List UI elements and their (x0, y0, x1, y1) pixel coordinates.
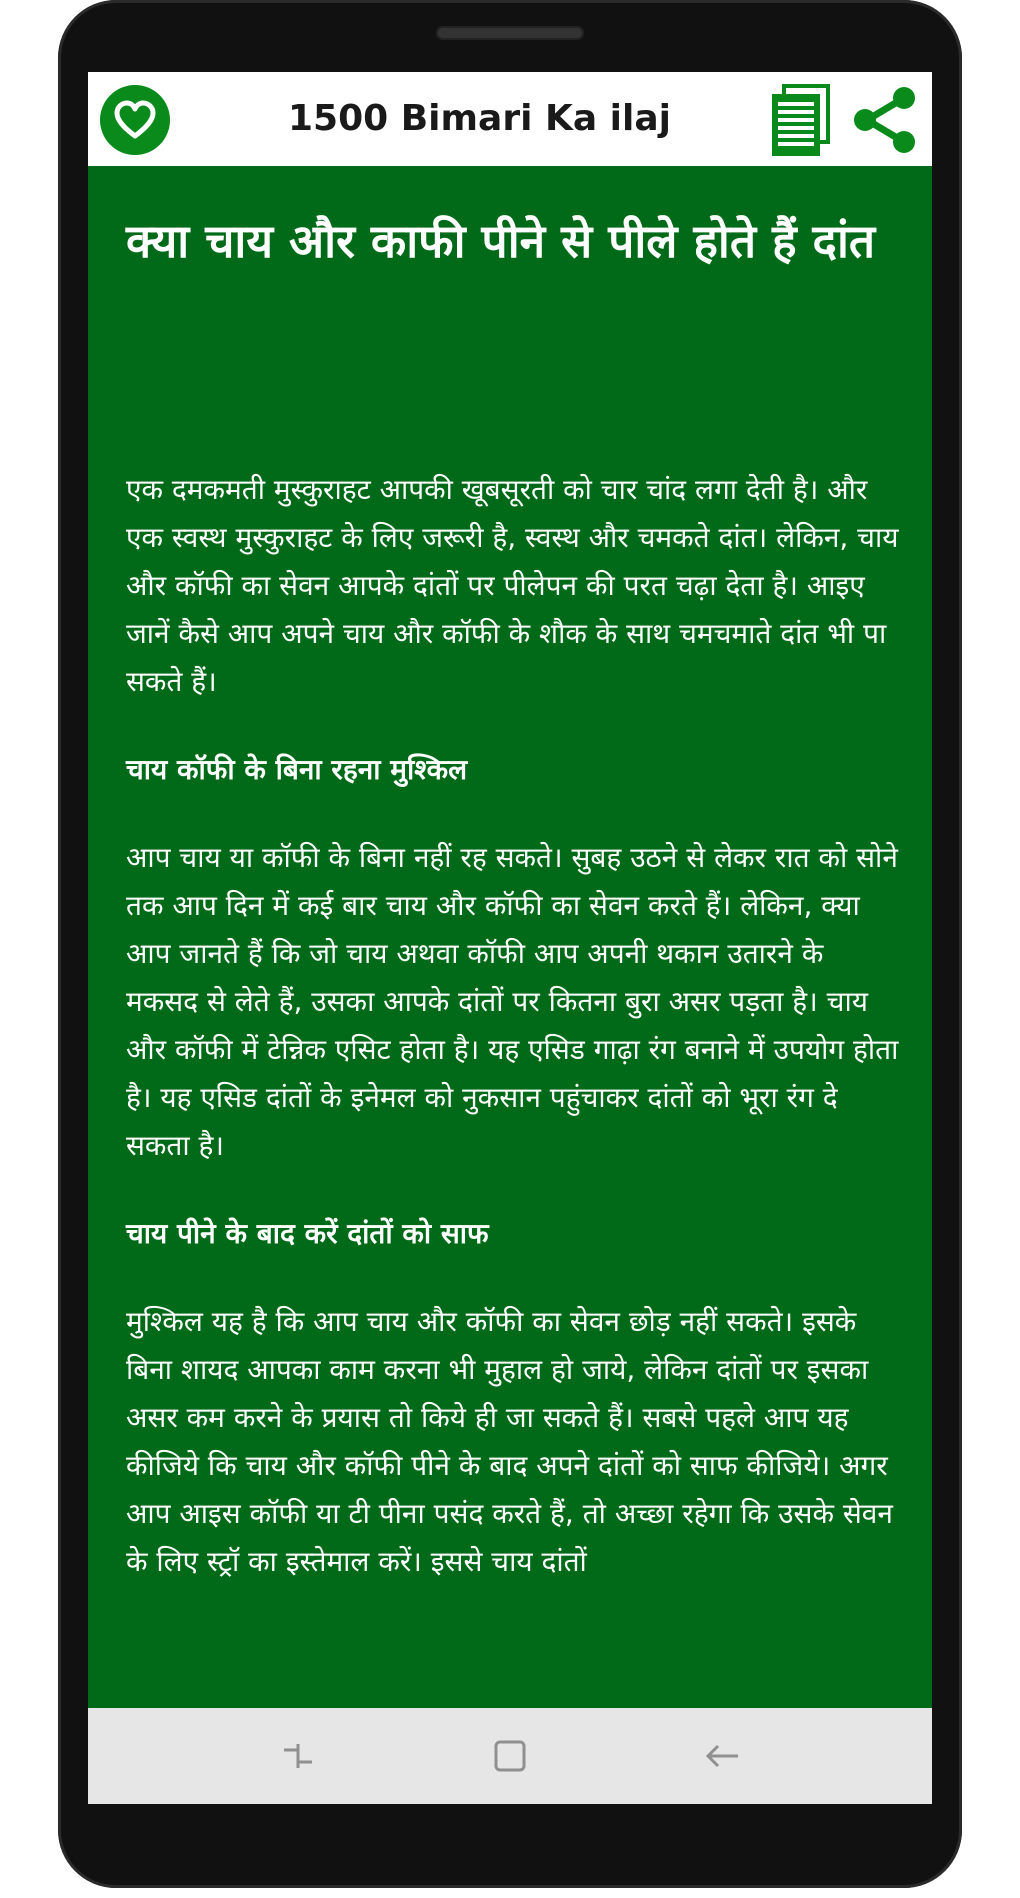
heart-icon (113, 100, 157, 140)
system-navigation-bar (88, 1708, 932, 1804)
recent-apps-button[interactable] (268, 1732, 328, 1780)
share-icon (850, 84, 920, 156)
section-heading: चाय कॉफी के बिना रहना मुश्किल (126, 753, 468, 786)
favorite-button[interactable] (100, 85, 170, 155)
article-body (126, 466, 904, 1626)
back-arrow-icon (702, 1740, 742, 1772)
back-button[interactable] (692, 1732, 752, 1780)
phone-speaker (436, 26, 584, 40)
article-list-button[interactable] (768, 82, 834, 158)
recent-apps-icon (278, 1740, 318, 1772)
home-button[interactable] (480, 1732, 540, 1780)
phone-frame (58, 0, 962, 1888)
section-paragraph: आप चाय या कॉफी के बिना नहीं रह सकते। सुबह उठने से लेकर रात को सोने तक आप दिन में कई बार चाय और कॉफी का सेवन करते हैं। लेकिन, क्या आप जानते हैं कि जो चाय अथवा कॉफी आप अपनी थकान उतारने के मकसद से लेते हैं, उसका आपके दांतों पर कितना बुरा असर पड़ता है। चाय और कॉफी में टेन्निक एसिट होता है। यह एसिड गाढ़ा रंग बनाने में उपयोग होता है। यह एसिड दांतों के इनेमल को नुकसान पहुंचाकर दांतों को भूरा रंग दे सकता है। (126, 841, 899, 1162)
home-icon (492, 1738, 528, 1774)
article-title: क्या चाय और काफी पीने से पीले होते हैं दांत (126, 214, 876, 268)
article-intro-paragraph: एक दमकमती मुस्कुराहट आपकी खूबसूरती को चार चांद लगा देती है। और एक स्वस्थ मुस्कुराहट के लिए जरूरी है, स्वस्थ और चमकते दांत। लेकिन, चाय और कॉफी का सेवन आपके दांतों पर पीलेपन की परत चढ़ा देता है। आइए जानें कैसे आप अपने चाय और कॉफी के शौक के साथ चमचमाते दांत भी पा सकते हैं। (126, 473, 899, 698)
app-toolbar (88, 72, 932, 166)
section-paragraph: मुश्किल यह है कि आप चाय और कॉफी का सेवन छोड़ नहीं सकते। इसके बिना शायद आपका काम करना भी मुहाल हो जाये, लेकिन दांतों पर इसका असर कम करने के प्रयास तो किये ही जा सकते हैं। सबसे पहले आप यह कीजिये कि चाय और कॉफी पीने के बाद अपने दांतों को साफ कीजिये। अगर आप आइस कॉफी या टी पीना पसंद करते हैं, तो अच्छा रहेगा कि उसके सेवन के लिए स्ट्रॉ का इस्तेमाल करें। इससे चाय दांतों (126, 1305, 893, 1578)
app-title: 1500 Bimari Ka ilaj (288, 98, 671, 139)
article-content[interactable] (88, 166, 932, 1696)
app-screen (88, 72, 932, 1804)
share-button[interactable] (850, 84, 920, 156)
section-heading: चाय पीने के बाद करें दांतों को साफ (126, 1217, 489, 1250)
document-list-icon (768, 82, 834, 158)
